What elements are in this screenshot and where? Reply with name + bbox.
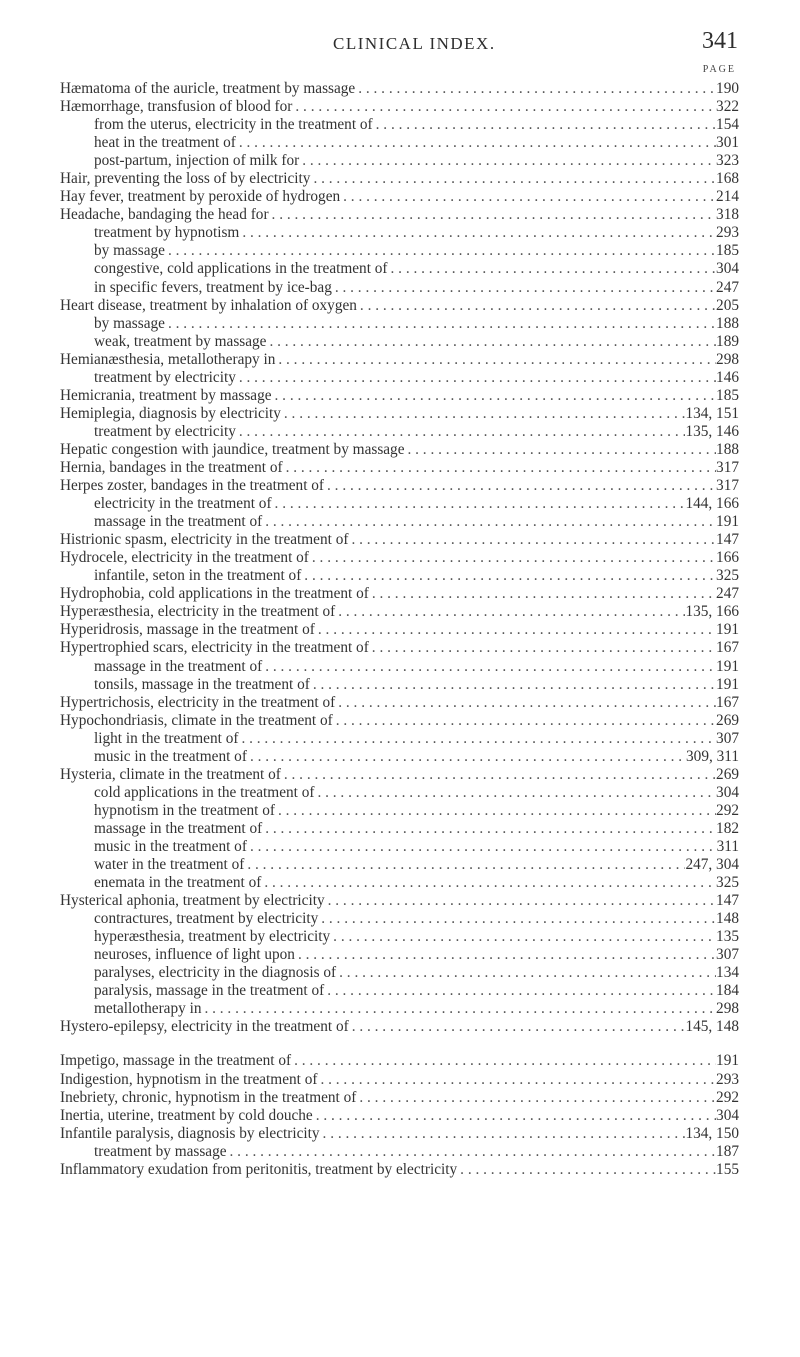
entry-text: Hay fever, treatment by peroxide of hydrogen <box>60 188 341 206</box>
index-subentry <box>60 730 739 748</box>
entry-page-numbers: 184 <box>716 982 739 1000</box>
entry-text: contractures, treatment by electricity <box>94 910 319 928</box>
dot-leader <box>320 1125 686 1143</box>
dot-leader <box>165 242 716 260</box>
index-subentry <box>60 315 739 333</box>
dot-leader <box>348 531 716 549</box>
entry-page-numbers: 189 <box>716 332 739 350</box>
entry-page-numbers: 135, 146 <box>685 422 739 440</box>
dot-leader <box>325 892 716 910</box>
index-entry <box>60 712 739 730</box>
dot-leader <box>295 946 716 964</box>
index-subentry <box>60 423 739 441</box>
index-entry <box>60 1071 739 1089</box>
page-number: 341 <box>702 28 738 54</box>
entry-page-numbers: 155 <box>716 1160 739 1178</box>
dot-leader <box>405 441 717 459</box>
page-header <box>0 20 800 60</box>
entry-text: Impetigo, massage in the treatment of <box>60 1052 292 1070</box>
dot-leader <box>318 910 716 928</box>
dot-leader <box>292 98 716 116</box>
entry-text: water in the treatment of <box>94 856 245 874</box>
index-subentry <box>60 928 739 946</box>
entry-text: Hernia, bandages in the treatment of <box>60 458 283 476</box>
entry-page-numbers: 168 <box>716 170 739 188</box>
entry-page-numbers: 134 <box>716 964 739 982</box>
index-entry <box>60 477 739 495</box>
dot-leader <box>355 80 716 98</box>
entry-text: treatment by electricity <box>94 368 236 386</box>
entry-text: Hysteria, climate in the treatment of <box>60 765 281 783</box>
entry-text: hypnotism in the treatment of <box>94 801 275 819</box>
index-subentry <box>60 134 739 152</box>
dot-leader <box>340 188 716 206</box>
entry-page-numbers: 188 <box>716 314 739 332</box>
entry-page-numbers: 191 <box>716 675 739 693</box>
entry-page-numbers: 311 <box>716 837 739 855</box>
index-subentry <box>60 260 739 278</box>
dot-leader <box>315 621 716 639</box>
entry-page-numbers: 167 <box>716 693 739 711</box>
dot-leader <box>317 1071 716 1089</box>
dot-leader <box>335 603 685 621</box>
index-entry <box>60 585 739 603</box>
index-subentry <box>60 982 739 1000</box>
entry-text: Hydrophobia, cold applications in the treatment of <box>60 585 369 603</box>
entry-page-numbers: 154 <box>716 116 739 134</box>
entry-text: Inertia, uterine, treatment by cold douche <box>60 1106 313 1124</box>
dot-leader <box>310 676 716 694</box>
index-entry <box>60 1161 739 1179</box>
index-entry <box>60 1125 739 1143</box>
index-subentry <box>60 279 739 297</box>
entry-page-numbers: 144, 166 <box>685 495 739 513</box>
entry-text: Headache, bandaging the head for <box>60 206 269 224</box>
index-entry <box>60 405 739 423</box>
entry-text: hyperæsthesia, treatment by electricity <box>94 928 331 946</box>
entry-page-numbers: 185 <box>716 242 739 260</box>
entry-page-numbers: 185 <box>716 386 739 404</box>
entry-page-numbers: 146 <box>716 368 739 386</box>
entry-page-numbers: 322 <box>716 98 739 116</box>
dot-leader <box>236 134 716 152</box>
entry-text: Hypochondriasis, climate in the treatment of <box>60 711 333 729</box>
entry-page-numbers: 247, 304 <box>685 856 739 874</box>
entry-page-numbers: 293 <box>716 224 739 242</box>
running-title: CLINICAL INDEX. <box>333 34 496 53</box>
entry-page-numbers: 135, 166 <box>685 603 739 621</box>
entry-text: Hydrocele, electricity in the treatment of <box>60 549 309 567</box>
entry-text: weak, treatment by massage <box>94 332 267 350</box>
index-entry <box>60 1052 739 1070</box>
entry-text: heat in the treatment of <box>94 134 236 152</box>
dot-leader <box>310 170 716 188</box>
entry-page-numbers: 292 <box>716 1088 739 1106</box>
entry-text: Infantile paralysis, diagnosis by electricity <box>60 1124 320 1142</box>
entry-page-numbers: 134, 151 <box>685 404 739 422</box>
index-entry <box>60 206 739 224</box>
entry-page-numbers: 214 <box>716 188 739 206</box>
entry-page-numbers: 147 <box>716 892 739 910</box>
dot-leader <box>324 982 716 1000</box>
dot-leader <box>336 964 716 982</box>
dot-leader <box>356 1089 716 1107</box>
entry-page-numbers: 304 <box>716 783 739 801</box>
index-entry <box>60 297 739 315</box>
dot-leader <box>330 928 716 946</box>
dot-leader <box>301 567 716 585</box>
index-entry <box>60 188 739 206</box>
dot-leader <box>272 495 686 513</box>
index-subentry <box>60 495 739 513</box>
index-subentry <box>60 116 739 134</box>
page-column-label: PAGE <box>702 64 736 75</box>
entry-text: paralyses, electricity in the diagnosis of <box>94 964 337 982</box>
entry-page-numbers: 317 <box>716 477 739 495</box>
dot-leader <box>261 874 716 892</box>
entry-page-numbers: 304 <box>716 260 739 278</box>
index-subentry <box>60 242 739 260</box>
entry-page-numbers: 191 <box>716 1052 739 1070</box>
dot-leader <box>314 784 716 802</box>
entry-text: treatment by massage <box>94 1142 227 1160</box>
entry-page-numbers: 190 <box>716 80 739 97</box>
dot-leader <box>388 260 717 278</box>
dot-leader <box>357 297 716 315</box>
entry-text: light in the treatment of <box>94 729 239 747</box>
entry-text: Histrionic spasm, electricity in the treatment of <box>60 531 349 549</box>
entry-page-numbers: 269 <box>716 711 739 729</box>
index-entry <box>60 98 739 116</box>
entry-page-numbers: 269 <box>716 765 739 783</box>
dot-leader <box>275 802 716 820</box>
index-subentry <box>60 1000 739 1018</box>
dot-leader <box>281 766 716 784</box>
index-subentry <box>60 748 739 766</box>
dot-leader <box>457 1161 716 1179</box>
entry-text: Indigestion, hypnotism in the treatment of <box>60 1070 318 1088</box>
entry-page-numbers: 325 <box>716 874 739 892</box>
dot-leader <box>281 405 686 423</box>
index-entry <box>60 892 739 910</box>
entry-text: Hemianæsthesia, metallotherapy in <box>60 350 276 368</box>
entry-text: Hair, preventing the loss of by electricity <box>60 170 311 188</box>
dot-leader <box>201 1000 716 1018</box>
index-entry <box>60 694 739 712</box>
entry-text: paralysis, massage in the treatment of <box>94 982 325 1000</box>
index-subentry <box>60 369 739 387</box>
index-subentry <box>60 964 739 982</box>
entry-text: Hypertrichosis, electricity in the treatment of <box>60 693 336 711</box>
dot-leader <box>291 1052 716 1070</box>
entry-text: treatment by hypnotism <box>94 224 240 242</box>
dot-leader <box>227 1143 717 1161</box>
entry-text: massage in the treatment of <box>94 819 263 837</box>
dot-leader <box>262 820 716 838</box>
entry-text: Inflammatory exudation from peritonitis, treatment by electricity <box>60 1160 458 1178</box>
entry-page-numbers: 307 <box>716 729 739 747</box>
entry-text: infantile, seton in the treatment of <box>94 567 302 585</box>
entry-page-numbers: 318 <box>716 206 739 224</box>
entry-page-numbers: 307 <box>716 946 739 964</box>
entry-text: Hypertrophied scars, electricity in the treatment of <box>60 639 369 657</box>
dot-leader <box>262 513 716 531</box>
index-entry <box>60 459 739 477</box>
entry-page-numbers: 145, 148 <box>685 1018 739 1036</box>
dot-leader <box>269 206 717 224</box>
entry-text: Hyperidrosis, massage in the treatment of <box>60 621 315 639</box>
entry-page-numbers: 247 <box>716 585 739 603</box>
entry-text: tonsils, massage in the treatment of <box>94 675 310 693</box>
entry-text: Hæmorrhage, transfusion of blood for <box>60 98 293 116</box>
entry-page-numbers: 205 <box>716 296 739 314</box>
entry-text: music in the treatment of <box>94 747 247 765</box>
entry-text: by massage <box>94 314 165 332</box>
dot-leader <box>332 279 716 297</box>
dot-leader <box>313 1107 716 1125</box>
dot-leader <box>369 639 716 657</box>
entry-page-numbers: 167 <box>716 639 739 657</box>
entry-text: Herpes zoster, bandages in the treatment of <box>60 477 325 495</box>
dot-leader <box>324 477 716 495</box>
dot-leader <box>244 856 685 874</box>
entry-text: enemata in the treatment of <box>94 874 262 892</box>
entry-page-numbers: 247 <box>716 278 739 296</box>
entry-page-numbers: 293 <box>716 1070 739 1088</box>
entry-page-numbers: 147 <box>716 531 739 549</box>
index-entry <box>60 549 739 567</box>
dot-leader <box>247 838 717 856</box>
index-entry <box>60 170 739 188</box>
index-entry <box>60 1018 739 1036</box>
index-subentry <box>60 658 739 676</box>
entry-page-numbers: 292 <box>716 801 739 819</box>
entry-text: congestive, cold applications in the treatment of <box>94 260 388 278</box>
dot-leader <box>236 369 716 387</box>
index-subentry <box>60 1143 739 1161</box>
dot-leader <box>275 351 716 369</box>
index-entry <box>60 1107 739 1125</box>
dot-leader <box>369 585 716 603</box>
index-entry <box>60 387 739 405</box>
entry-page-numbers: 182 <box>716 819 739 837</box>
index-entry <box>60 1089 739 1107</box>
index-subentry <box>60 910 739 928</box>
dot-leader <box>272 387 717 405</box>
index-subentry <box>60 946 739 964</box>
entry-text: Hepatic congestion with jaundice, treatment by massage <box>60 440 405 458</box>
index-entry <box>60 621 739 639</box>
dot-leader <box>165 315 716 333</box>
index-subentry <box>60 676 739 694</box>
entry-text: in specific fevers, treatment by ice-bag <box>94 278 332 296</box>
entry-text: massage in the treatment of <box>94 657 263 675</box>
dot-leader <box>309 549 716 567</box>
dot-leader <box>266 333 716 351</box>
dot-leader <box>236 423 686 441</box>
dot-leader <box>333 712 716 730</box>
index-subentry <box>60 874 739 892</box>
index-entry <box>60 351 739 369</box>
dot-leader <box>335 694 716 712</box>
dot-leader <box>373 116 716 134</box>
entry-page-numbers: 148 <box>716 910 739 928</box>
entry-page-numbers: 134, 150 <box>685 1124 739 1142</box>
dot-leader <box>239 224 716 242</box>
entry-text: neuroses, influence of light upon <box>94 946 295 964</box>
entry-text: music in the treatment of <box>94 837 247 855</box>
index-subentry <box>60 567 739 585</box>
entry-page-numbers: 135 <box>716 928 739 946</box>
dot-leader <box>349 1018 686 1036</box>
entry-page-numbers: 191 <box>716 621 739 639</box>
index-entry <box>60 766 739 784</box>
entry-page-numbers: 298 <box>716 350 739 368</box>
entry-text: Hemiplegia, diagnosis by electricity <box>60 404 281 422</box>
entry-text: Heart disease, treatment by inhalation of oxygen <box>60 296 357 314</box>
entry-text: Hæmatoma of the auricle, treatment by massage <box>60 80 356 97</box>
entry-text: Hystero-epilepsy, electricity in the treatment of <box>60 1018 349 1036</box>
entry-text: Hemicrania, treatment by massage <box>60 386 272 404</box>
index-entry <box>60 603 739 621</box>
entry-page-numbers: 323 <box>716 152 739 170</box>
entry-page-numbers: 304 <box>716 1106 739 1124</box>
entry-text: Inebriety, chronic, hypnotism in the treatment of <box>60 1088 357 1106</box>
entry-text: post-partum, injection of milk for <box>94 152 300 170</box>
entry-page-numbers: 188 <box>716 440 739 458</box>
entry-page-numbers: 298 <box>716 1000 739 1018</box>
index-subentry <box>60 820 739 838</box>
index-entry <box>60 441 739 459</box>
entry-page-numbers: 166 <box>716 549 739 567</box>
index-subentry <box>60 333 739 351</box>
entry-text: electricity in the treatment of <box>94 495 272 513</box>
entry-page-numbers: 309, 311 <box>686 747 739 765</box>
index-subentry <box>60 784 739 802</box>
entry-text: treatment by electricity <box>94 422 236 440</box>
entry-page-numbers: 301 <box>716 134 739 152</box>
index-subentry <box>60 513 739 531</box>
entry-text: Hyperæsthesia, electricity in the treatment of <box>60 603 336 621</box>
entry-text: Hysterical aphonia, treatment by electricity <box>60 892 325 910</box>
index-entries <box>60 80 739 1179</box>
entry-page-numbers: 191 <box>716 657 739 675</box>
entry-text: by massage <box>94 242 165 260</box>
entry-text: from the uterus, electricity in the treatment of <box>94 116 373 134</box>
dot-leader <box>283 459 716 477</box>
entry-page-numbers: 325 <box>716 567 739 585</box>
index-entry <box>60 639 739 657</box>
dot-leader <box>262 658 716 676</box>
entry-page-numbers: 317 <box>716 458 739 476</box>
entry-page-numbers: 191 <box>716 513 739 531</box>
index-subentry <box>60 838 739 856</box>
index-subentry <box>60 856 739 874</box>
index-subentry <box>60 224 739 242</box>
dot-leader <box>247 748 686 766</box>
entry-text: cold applications in the treatment of <box>94 783 315 801</box>
index-entry <box>60 531 739 549</box>
entry-text: massage in the treatment of <box>94 513 263 531</box>
index-entry <box>60 80 739 98</box>
entry-page-numbers: 187 <box>716 1142 739 1160</box>
index-subentry <box>60 152 739 170</box>
dot-leader <box>299 152 716 170</box>
entry-text: metallotherapy in <box>94 1000 202 1018</box>
dot-leader <box>238 730 716 748</box>
index-subentry <box>60 802 739 820</box>
